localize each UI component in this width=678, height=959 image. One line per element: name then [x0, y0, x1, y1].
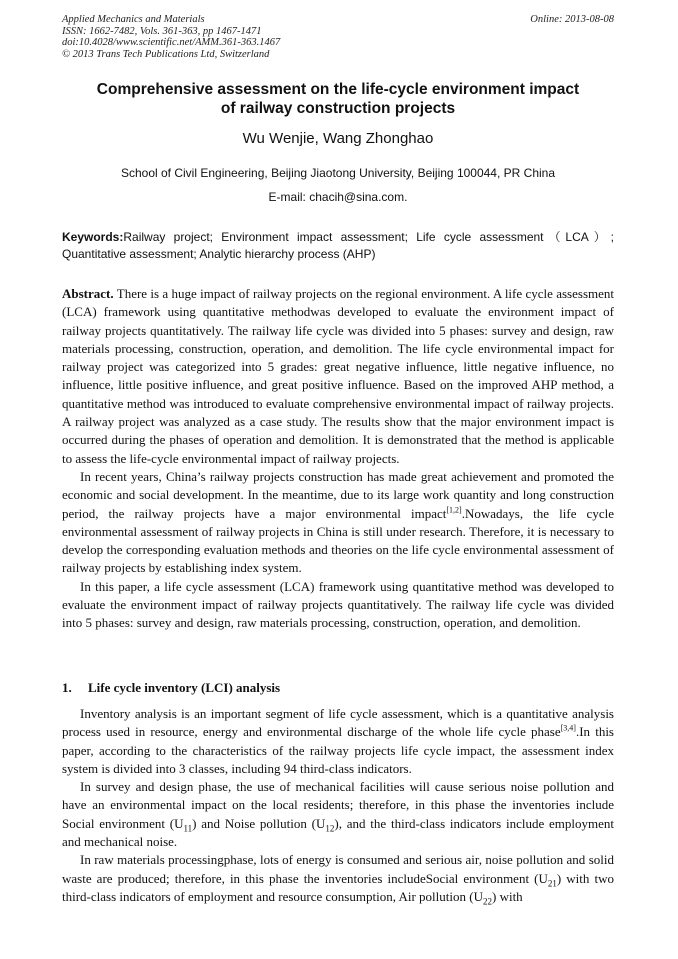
abstract-paragraph — [62, 285, 614, 468]
copyright: © 2013 Trans Tech Publications Ltd, Switzerland — [62, 48, 270, 60]
issn: ISSN: 1662-7482, Vols. 361-363, pp 1467-1471 — [62, 25, 262, 37]
intro-paragraph-1 — [62, 468, 614, 578]
paper-title — [62, 80, 614, 118]
affiliation: School of Civil Engineering, Beijing Jiaotong University, Beijing 100044, PR China — [120, 166, 556, 180]
lci-p2-text: In survey and design phase, the use of mechanical facilities will cause serious noise pollution and have an environmental impact on the local residents; therefore, in this phase the inventories include Social environment (U — [62, 779, 614, 831]
keywords-label: Keywords: — [62, 230, 124, 244]
lci-p1-text: Inventory analysis is an important segment of life cycle assessment, which is a quantitative analysis process used in resource, energy and environmental discharge of the whole life cycle phase — [62, 706, 614, 740]
lci-paragraph-1 — [62, 705, 614, 778]
lci-p3-text: ) with two third-class indicators of employment and resource consumption, Air pollution (U — [62, 870, 614, 904]
authors: Wu Wenjie, Wang Zhonghao — [242, 130, 434, 147]
abstract-section — [62, 285, 614, 633]
keywords — [62, 229, 614, 263]
intro-p1-text: In recent years, China’s railway projects construction has made great achievement and promoted the economic and social development. In the meantime, due to its large work quantity and long construction period, the railway projects have a major environmental impact — [62, 468, 614, 521]
doi: doi:10.4028/www.scientific.net/AMM.361-363.1467 — [62, 37, 281, 48]
intro-p1-text-cont: .Nowadays, the life cycle environmental assessment of railway projects in China is still under research. Therefore, it is necessary to develop the corresponding evaluation methods and theories on the life cycle environmental assessment of railway projects by establishing index system. — [62, 505, 614, 576]
lci-paragraph-3 — [62, 851, 614, 906]
journal-header — [62, 14, 280, 60]
email: E-mail: chacih@sina.com. — [268, 190, 408, 204]
citation-1-2: [1,2] — [446, 505, 462, 515]
citation-3-4: [3,4] — [560, 723, 576, 733]
lci-p3-text: In raw materials processingphase, lots of energy is consumed and serious air, noise pollution and solid waste are produced; therefore, in this phase the inventories includeSocial environment (U — [62, 852, 614, 886]
lci-p3-text: ) with — [491, 888, 523, 904]
lci-p2-text: ) and Noise pollution (U — [192, 815, 326, 831]
section-title: Life cycle inventory (LCI) analysis — [88, 680, 281, 695]
subscript: 12 — [325, 823, 335, 834]
subscript: 11 — [183, 823, 193, 834]
section-number: 1. — [62, 680, 72, 695]
section-heading-1 — [62, 680, 280, 696]
subscript: 22 — [482, 896, 492, 907]
subscript: 21 — [547, 878, 557, 889]
journal-name: Applied Mechanics and Materials — [62, 14, 205, 25]
lci-p1-text-cont: .In this paper, according to the characteristics of the railway projects life cycle impact, the assessment index system is divided into 3 classes, including 94 third-class indicators. — [62, 724, 614, 776]
lci-p2-text: ), and the third-class indicators include employment and mechanical noise. — [62, 815, 614, 850]
lci-section-body — [62, 705, 614, 906]
title-line-2: of railway construction projects — [220, 100, 456, 117]
abstract-label: Abstract. — [62, 286, 114, 301]
online-date: Online: 2013-08-08 — [530, 14, 614, 25]
title-line-1: Comprehensive assessment on the life-cycle environment impact — [96, 81, 580, 98]
abstract-text: There is a huge impact of railway projects on the regional environment. A life cycle assessment (LCA) framework using quantitative methodwas developed to evaluate the environment impact of railway projects quantitatively. The railway life cycle was divided into 5 phases: survey and design, raw materials processing, construction, operation, and demolition. The life cycle environmental impact for railway project was categorized into 5 grades: great negative influence, little negative influence, no influence, little positive influence, and great positive influence. Based on the improved AHP method, a quantitative method was introduced to evaluate comprehensive environmental impact of railway projects. A railway project was analyzed as a case study. The results show that the major environment impact is occurred during the phases of operation and demolition. It is demonstrated that the method is applicable to assess the life-cycle environmental impact of railway projects. — [62, 286, 615, 466]
keywords-text: Railway project; Environment impact assessment; Life cycle assessment（LCA）; Quantitative assessment; Analytic hierarchy process (AHP) — [62, 230, 614, 261]
lci-paragraph-2 — [62, 778, 614, 851]
intro-paragraph-2: In this paper, a life cycle assessment (LCA) framework using quantitative method was developed to evaluate the environment impact of railway projects quantitatively. The railway life cycle was divided into 5 phases: survey and design, raw materials processing, construction, operation, and demolition. — [62, 578, 614, 631]
